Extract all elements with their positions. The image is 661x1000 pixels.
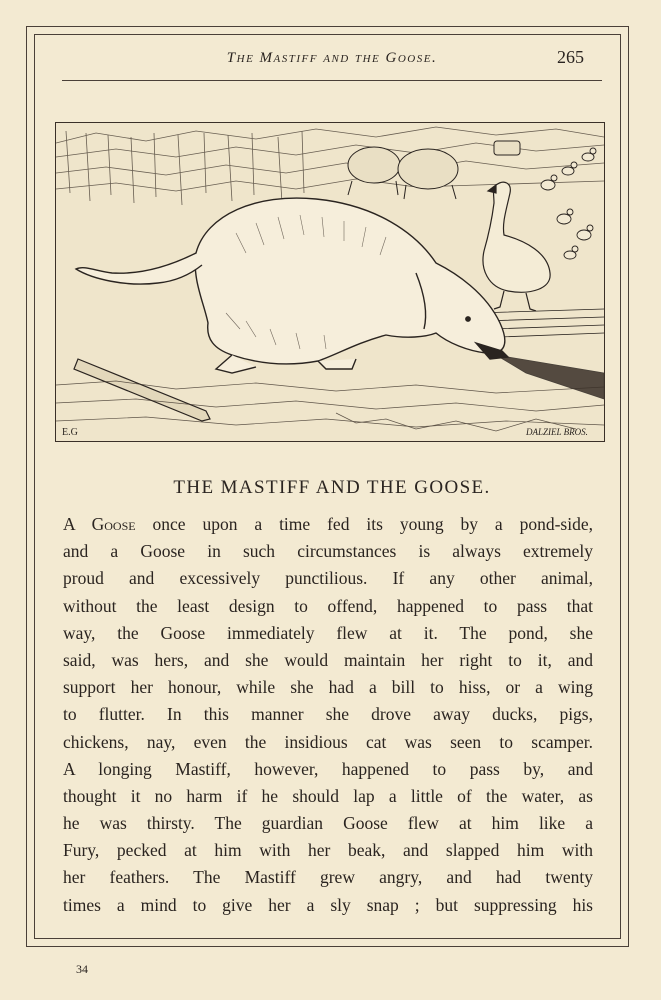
mastiff-goose-engraving <box>56 123 604 441</box>
story-line-1 <box>63 511 593 538</box>
story-line-11: thought it no harm if he should lap a little of the water, as <box>63 785 593 806</box>
page-number: 265 <box>557 47 584 67</box>
artist-initials: E.G <box>62 427 78 438</box>
first-word-small-caps: A Goose <box>63 514 136 534</box>
signature-mark: 34 <box>76 962 88 976</box>
story-line-3: proud and excessively punctilious. If any other animal, <box>63 568 593 589</box>
story-line-8: to flutter. In this manner she drove away ducks, pigs, <box>63 704 593 725</box>
engraving-illustration <box>55 122 605 442</box>
story-line-9: chickens, nay, even the insidious cat was seen to scamper. <box>63 731 593 752</box>
header-rule <box>62 80 602 81</box>
running-title: The Mastiff and the Goose. <box>226 50 438 66</box>
story-line-10: A longing Mastiff, however, happened to pass by, and <box>63 758 593 779</box>
story-line-12: he was thirsty. The guardian Goose flew at him like a <box>63 813 593 834</box>
engraver-signature: DALZIEL BROS. <box>526 427 588 437</box>
story-title: THE MASTIFF AND THE GOOSE. <box>173 477 491 498</box>
story-line-5: way, the Goose immediately flew at it. The pond, she <box>63 622 593 643</box>
story-line-4: without the least design to offend, happened to pass that <box>63 595 593 616</box>
story-line-1-rest: once upon a time fed its young by a pond-side, <box>135 514 593 534</box>
page-header <box>62 47 602 72</box>
story-line-7: support her honour, while she had a bill to hiss, or a wing <box>63 677 593 698</box>
story-line-13: Fury, pecked at him with her beak, and slapped him with <box>63 840 593 861</box>
story-line-15: times a mind to give her a sly snap ; but suppressing his <box>63 894 593 915</box>
story-line-6: said, was hers, and she would maintain her right to it, and <box>63 649 593 670</box>
story-line-2: and a Goose in such circumstances is always extremely <box>63 541 593 562</box>
story-body <box>63 511 593 919</box>
story-line-14: her feathers. The Mastiff grew angry, and had twenty <box>63 867 593 888</box>
